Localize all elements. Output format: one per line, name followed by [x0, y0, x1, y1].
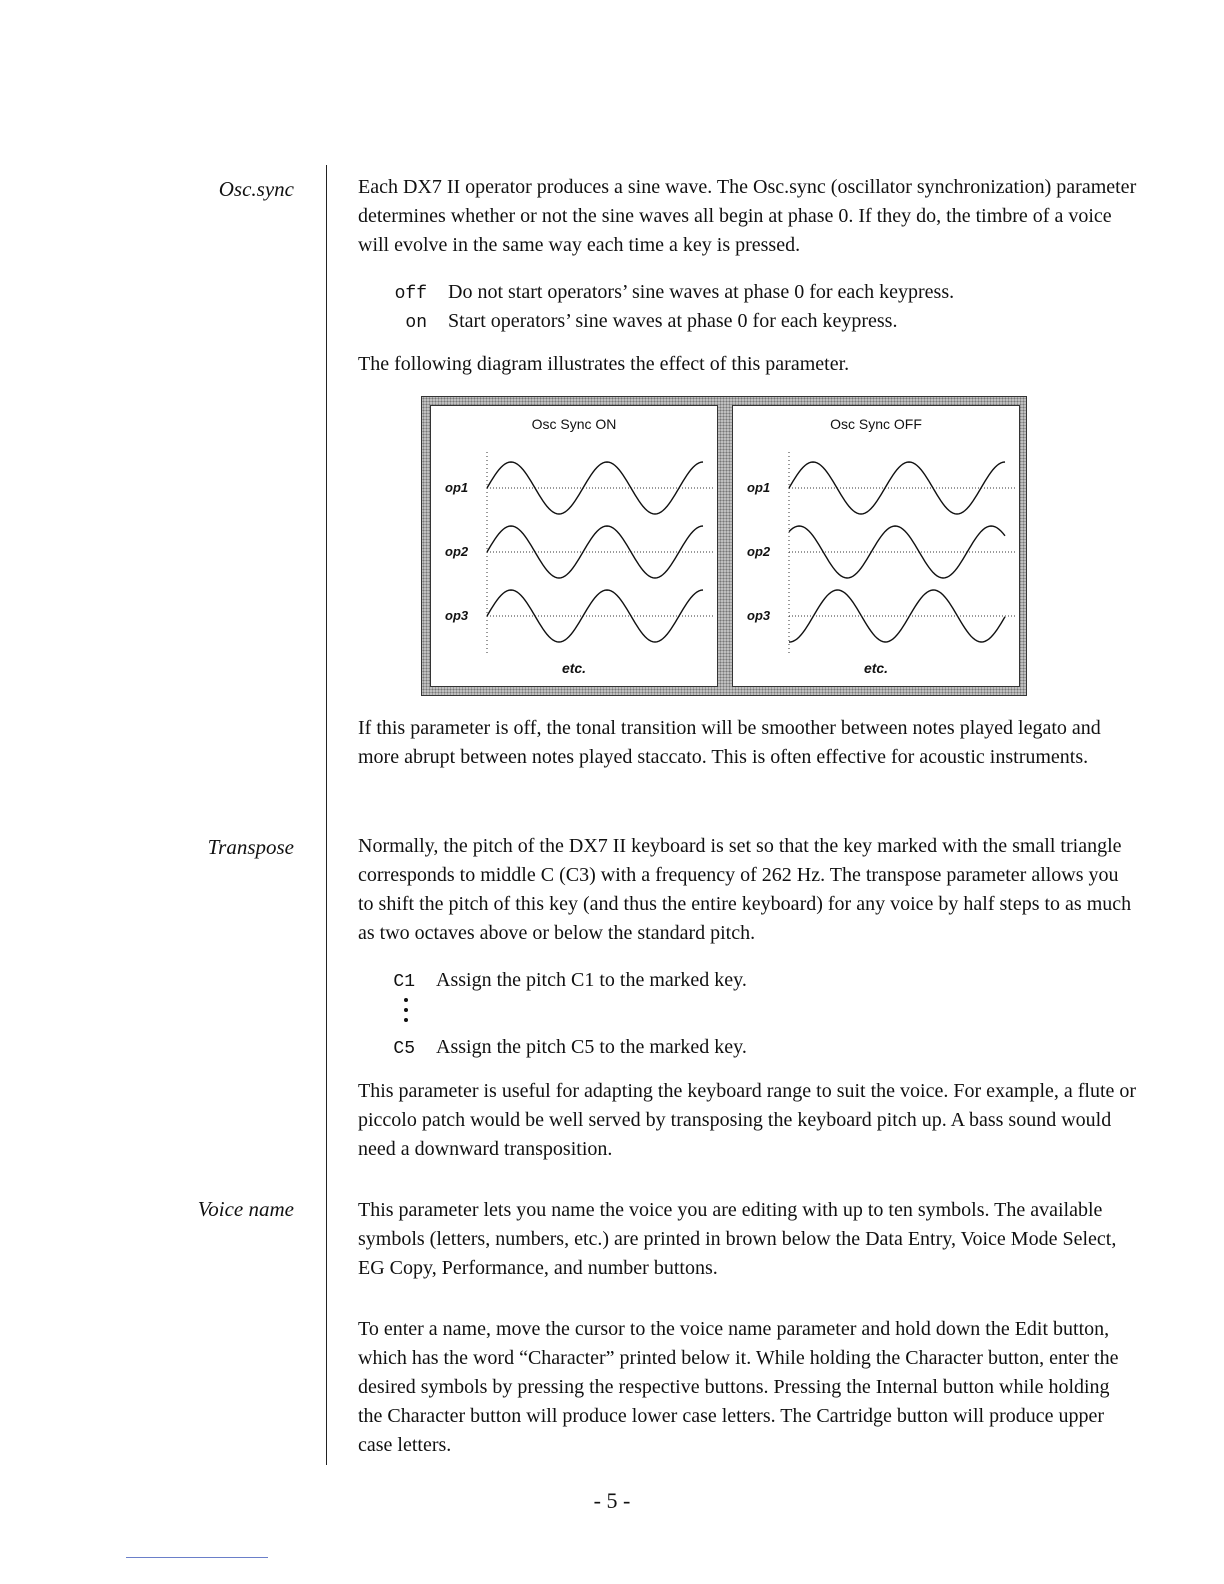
option-code: off — [394, 284, 427, 304]
op-label: op3 — [747, 608, 771, 623]
panel-title: Osc Sync ON — [531, 416, 617, 432]
option-text: Start operators’ sine waves at phase 0 for each keypress. — [448, 310, 898, 332]
panel-osc-sync-off — [732, 405, 1020, 687]
op-label: op1 — [445, 480, 469, 495]
voice-name-para-1: This parameter lets you name the voice you are editing with up to ten symbols. The available symbols (letters, numbers, etc.) are printed in brown below the Data Entry, Voice Mode Select, EG Copy, Performance, and number buttons. — [358, 1199, 1117, 1279]
transpose-option-c5 — [383, 1034, 747, 1062]
waveforms-sync-on — [431, 406, 717, 686]
osc-sync-option-on — [383, 308, 897, 336]
panel-title: Osc Sync OFF — [830, 416, 922, 432]
op-label: op1 — [747, 480, 771, 495]
op-label: op2 — [747, 544, 771, 559]
panel-etc: etc. — [561, 660, 587, 676]
footnote-rule — [126, 1557, 268, 1558]
osc-sync-after: If this parameter is off, the tonal transition will be smoother between notes played legato and more abrupt between notes played staccato. This is often effective for acoustic instruments. — [358, 717, 1101, 768]
transpose-option-c1 — [383, 967, 747, 995]
margin-label-voice-name: Voice name — [197, 1197, 294, 1221]
diagram-intro: The following diagram illustrates the effect of this parameter. — [358, 353, 850, 375]
margin-rule — [326, 165, 327, 1465]
transpose-intro: Normally, the pitch of the DX7 II keyboard is set so that the key marked with the small triangle corresponds to middle C (C3) with a frequency of 262 Hz. The transpose parameter allows you to shift the pitch of this key (and thus the entire keyboard) for any voice by half steps to as much as two octaves above or below the standard pitch. — [358, 835, 1132, 944]
option-code: C5 — [393, 1039, 415, 1059]
range-ellipsis — [404, 998, 410, 1028]
osc-sync-diagram — [421, 396, 1027, 696]
margin-label-osc-sync: Osc.sync — [218, 177, 294, 201]
option-text: Assign the pitch C5 to the marked key. — [436, 1036, 747, 1058]
waveforms-sync-off — [733, 406, 1019, 686]
osc-sync-intro: Each DX7 II operator produces a sine wave. The Osc.sync (oscillator synchronization) parameter determines whether or not the sine waves all begin at phase 0. If they do, the timbre of a voice will evolve in the same way each time a key is pressed. — [358, 176, 1137, 256]
option-text: Do not start operators’ sine waves at phase 0 for each keypress. — [448, 281, 955, 303]
panel-osc-sync-on — [430, 405, 718, 687]
transpose-after: This parameter is useful for adapting the keyboard range to suit the voice. For example, a flute or piccolo patch would be well served by transposing the keyboard pitch up. A bass sound would need a downward transposition. — [358, 1080, 1137, 1160]
op-label: op2 — [445, 544, 469, 559]
osc-sync-option-off — [383, 279, 954, 307]
option-code: C1 — [393, 972, 415, 992]
margin-label-transpose: Transpose — [207, 835, 294, 859]
option-text: Assign the pitch C1 to the marked key. — [436, 969, 747, 991]
voice-name-para-2: To enter a name, move the cursor to the voice name parameter and hold down the Edit button, which has the word “Character” printed below it. While holding the Character button, enter the desired symbols by pressing the respective buttons. Pressing the Internal button while holding the Character button will produce lower case letters. The Cartridge button will produce upper case letters. — [358, 1318, 1119, 1456]
option-code: on — [405, 313, 427, 333]
panel-etc: etc. — [863, 660, 889, 676]
page-number: - 5 - — [593, 1488, 631, 1513]
op-label: op3 — [445, 608, 469, 623]
